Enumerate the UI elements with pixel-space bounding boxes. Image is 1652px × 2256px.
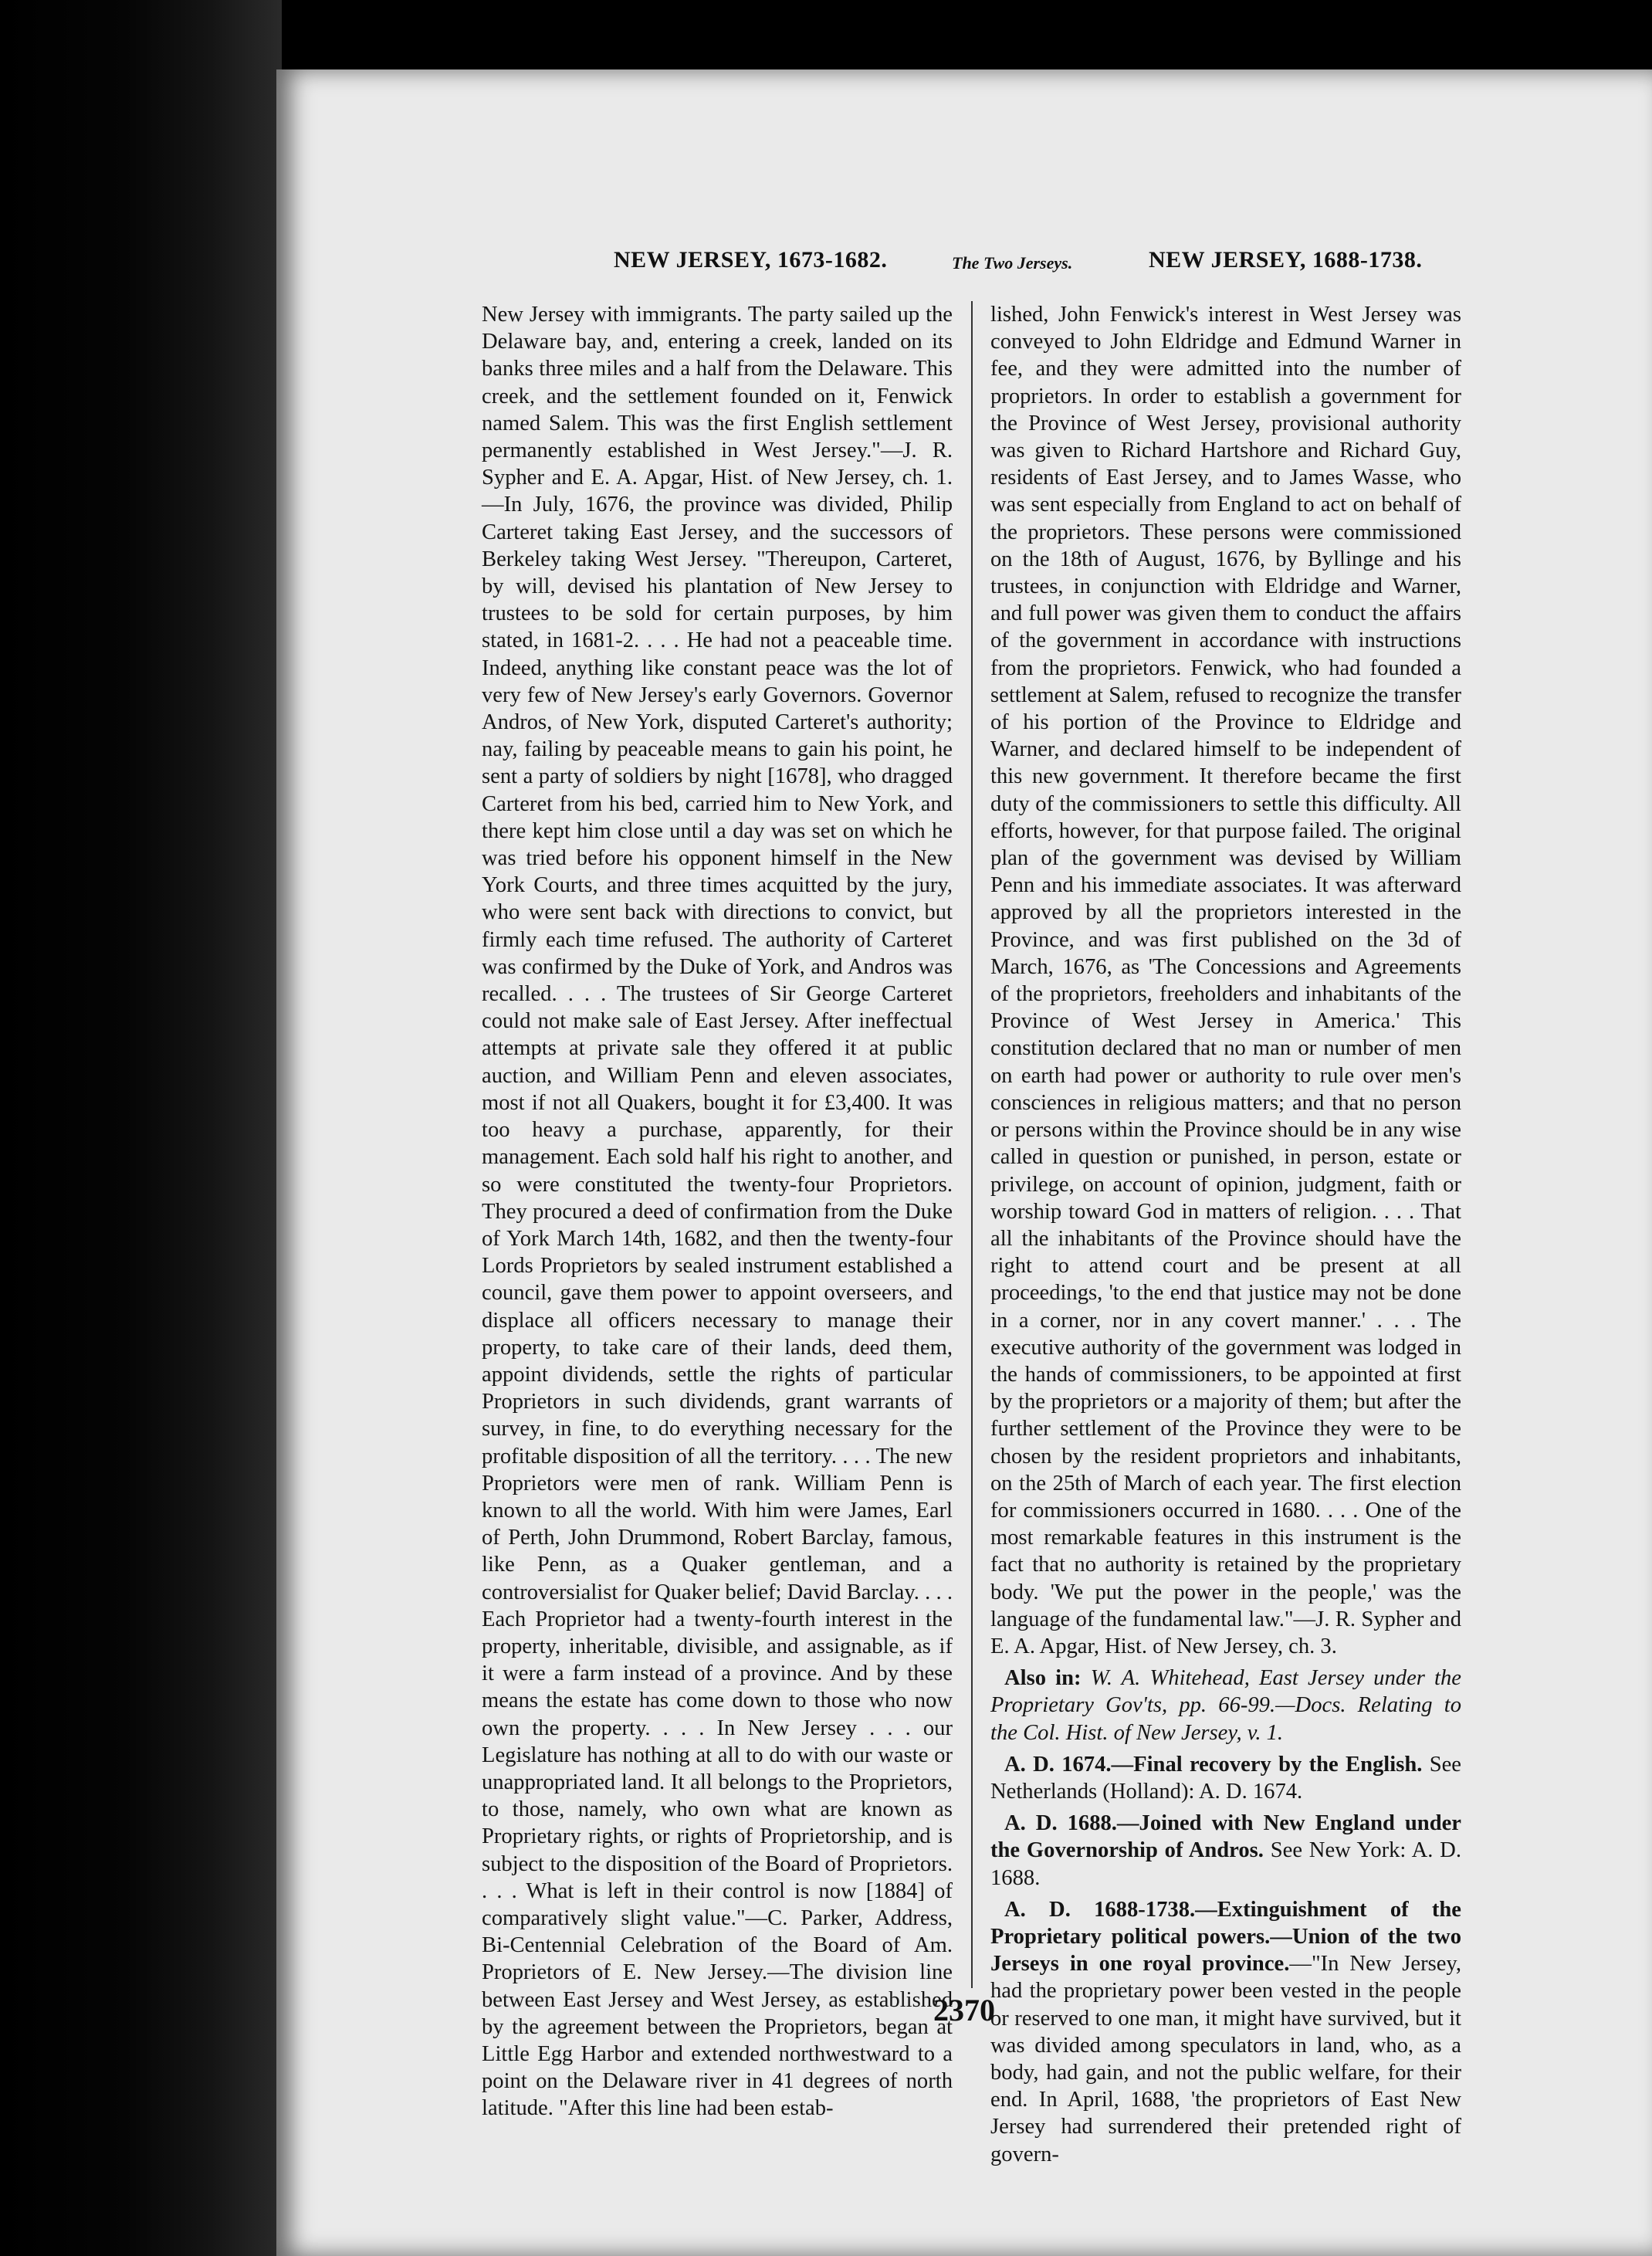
also-in-label: Also in: xyxy=(1004,1666,1082,1691)
page-number: 2370 xyxy=(933,1993,995,2027)
entry-1688 xyxy=(990,1810,1461,1892)
running-head xyxy=(276,247,1652,293)
left-column xyxy=(482,301,953,2121)
also-in-entry xyxy=(990,1665,1461,1746)
running-head-left: NEW JERSEY, 1673-1682. xyxy=(614,247,888,273)
running-head-right: NEW JERSEY, 1688-1738. xyxy=(1149,247,1423,273)
entry-1674-text: See Netherlands (Holland): A. D. 1674. xyxy=(990,1752,1461,1804)
entry-1688-1738-heading: A. D. 1688-1738.—Extinguishment of the Proprietary political powers.—Union of the two Jerseys in one royal province. xyxy=(990,1897,1461,1977)
also-in-text: W. A. Whitehead, East Jersey under the Proprietary Gov'ts, pp. 66-99.—Docs. Relating to the Col. Hist. of New Jersey, v. 1. xyxy=(990,1666,1461,1745)
entry-1688-1738-text: —"In New Jersey, had the proprietary power been vested in the people or reserved to one man, it might have survived, but it was divided among speculators in land, who, as a body, had gain, and not the public welfare, for their end. In April, 1688, 'the proprietors of East New Jersey had surrendered their pretended right of govern- xyxy=(990,1952,1461,2166)
left-column-text: New Jersey with immigrants. The party sailed up the Delaware bay, and, entering a creek, landed on its banks three miles and a half from the Delaware. This creek, and the settlement founded on it, Fenwick named Salem. This was the first English settlement permanently established in West Jersey."—J. R. Sypher and E. A. Apgar, Hist. of New Jersey, ch. 1.—In July, 1676, the province was divided, Philip Carteret taking East Jersey, and the successors of Berkeley taking West Jersey. "Thereupon, Carteret, by will, devised his plantation of New Jersey to trustees to be sold for certain purposes, by him stated, in 1681-2. . . . He had not a peaceable time. Indeed, anything like constant peace was the lot of very few of New Jersey's early Governors. Governor Andros, of New York, disputed Carteret's authority; nay, failing by peaceable means to gain his point, he sent a party of soldiers by night [1678], who dragged Carteret from his bed, carried him to New York, and there kept him close until a day was set on which he was tried before his opponent himself in the New York Courts, and three times acquitted by the jury, who were sent back with directions to convict, but firmly each time refused. The authority of Carteret was confirmed by the Duke of York, and Andros was recalled. . . . The trustees of Sir George Carteret could not make sale of East Jersey. After ineffectual attempts at private sale they offered it at public auction, and William Penn and eleven associates, most if not all Quakers, bought it for £3,400. It was too heavy a purchase, apparently, for their management. Each sold half his right to another, and so were constituted the twenty-four Proprietors. They procured a deed of confirmation from the Duke of York March 14th, 1682, and then the twenty-four Lords Proprietors by sealed instrument established a council, gave them power to appoint overseers, and displace all officers necessary to manage their property, to take care of their lands, deed them, appoint dividends, settle the rights of particular Proprietors in such dividends, grant warrants of survey, in fine, to do everything necessary for the profitable disposition of all the territory. . . . The new Proprietors were men of rank. William Penn is known to all the world. With him were James, Earl of Perth, John Drummond, Robert Barclay, famous, like Penn, as a Quaker gentleman, and a controversialist for Quaker belief; David Barclay. . . . Each Proprietor had a twenty-fourth interest in the property, inheritable, divisible, and assignable, as if it were a farm instead of a province. And by these means the estate has come down to those who now own the property. . . . In New Jersey . . . our Legislature has nothing at all to do with our waste or unappropriated land. It all belongs to the Proprietors, to those, namely, who own what are known as Proprietary rights, or rights of Proprietorship, and is subject to the disposition of the Board of Proprietors. . . . What is left in their control is now [1884] of comparatively slight value."—C. Parker, Address, Bi-Centennial Celebration of the Board of Am. Proprietors of E. New Jersey.—The division line between East Jersey and West Jersey, as established by the agreement between the Proprietors, began at Little Egg Harbor and extended northwestward to a point on the Delaware river in 41 degrees of north latitude. "After this line had been estab- xyxy=(482,303,953,2121)
entry-1674-heading: A. D. 1674.—Final recovery by the English. xyxy=(1004,1752,1423,1777)
right-column xyxy=(990,301,1461,2166)
column-divider xyxy=(971,301,973,1988)
running-head-center: The Two Jerseys. xyxy=(952,253,1073,273)
entry-1688-text: See New York: A. D. 1688. xyxy=(990,1838,1461,1890)
entry-1688-1738 xyxy=(990,1896,1461,2168)
right-column-text: lished, John Fenwick's interest in West Jersey was conveyed to John Eldridge and Edmund Warner in fee, and they were admitted into the number of proprietors. In order to establish a government for the Province of West Jersey, provisional authority was given to Richard Hartshore and Richard Guy, residents of East Jersey, and to James Wasse, who was sent especially from England to act on behalf of the proprietors. These persons were commissioned on the 18th of August, 1676, by Byllinge and his trustees, in conjunction with Eldridge and Warner, and full power was given them to conduct the affairs of the government in accordance with instructions from the proprietors. Fenwick, who had founded a settlement at Salem, refused to recognize the transfer of his portion of the Province to Eldridge and Warner, and declared himself to be independent of this new government. It therefore became the first duty of the commissioners to settle this difficulty. All efforts, however, for that purpose failed. The original plan of the government was devised by William Penn and his immediate associates. It was afterward approved by all the proprietors interested in the Province, and was first published on the 3d of March, 1676, as 'The Concessions and Agreements of the proprietors, freeholders and inhabitants of the Province of West Jersey in America.' This constitution declared that no man or number of men on earth had power or authority to rule over men's consciences in religious matters; and that no person or persons within the Province should be in any wise called in question or punished, in person, estate or privilege, on account of opinion, judgment, faith or worship toward God in matters of religion. . . . That all the inhabitants of the Province should have the right to attend court and be present at all proceedings, 'to the end that justice may not be done in a corner, nor in any covert manner.' . . . The executive authority of the government was lodged in the hands of commissioners, to be appointed at first by the proprietors or a majority of them; but after the further settlement of the Province they were to be chosen by the resident proprietors and inhabitants, on the 25th of March of each year. The first election for commissioners occurred in 1680. . . . One of the most remarkable features in this instrument is the fact that no authority is retained by the proprietary body. 'We put the power in the people,' was the language of the fundamental law."—J. R. Sypher and E. A. Apgar, Hist. of New Jersey, ch. 3. xyxy=(990,303,1461,1658)
entry-1674 xyxy=(990,1751,1461,1805)
book-binding-shadow xyxy=(0,0,282,2256)
entry-1688-heading: A. D. 1688.—Joined with New England under the Governorship of Andros. xyxy=(990,1811,1461,1863)
book-page xyxy=(276,69,1652,2256)
